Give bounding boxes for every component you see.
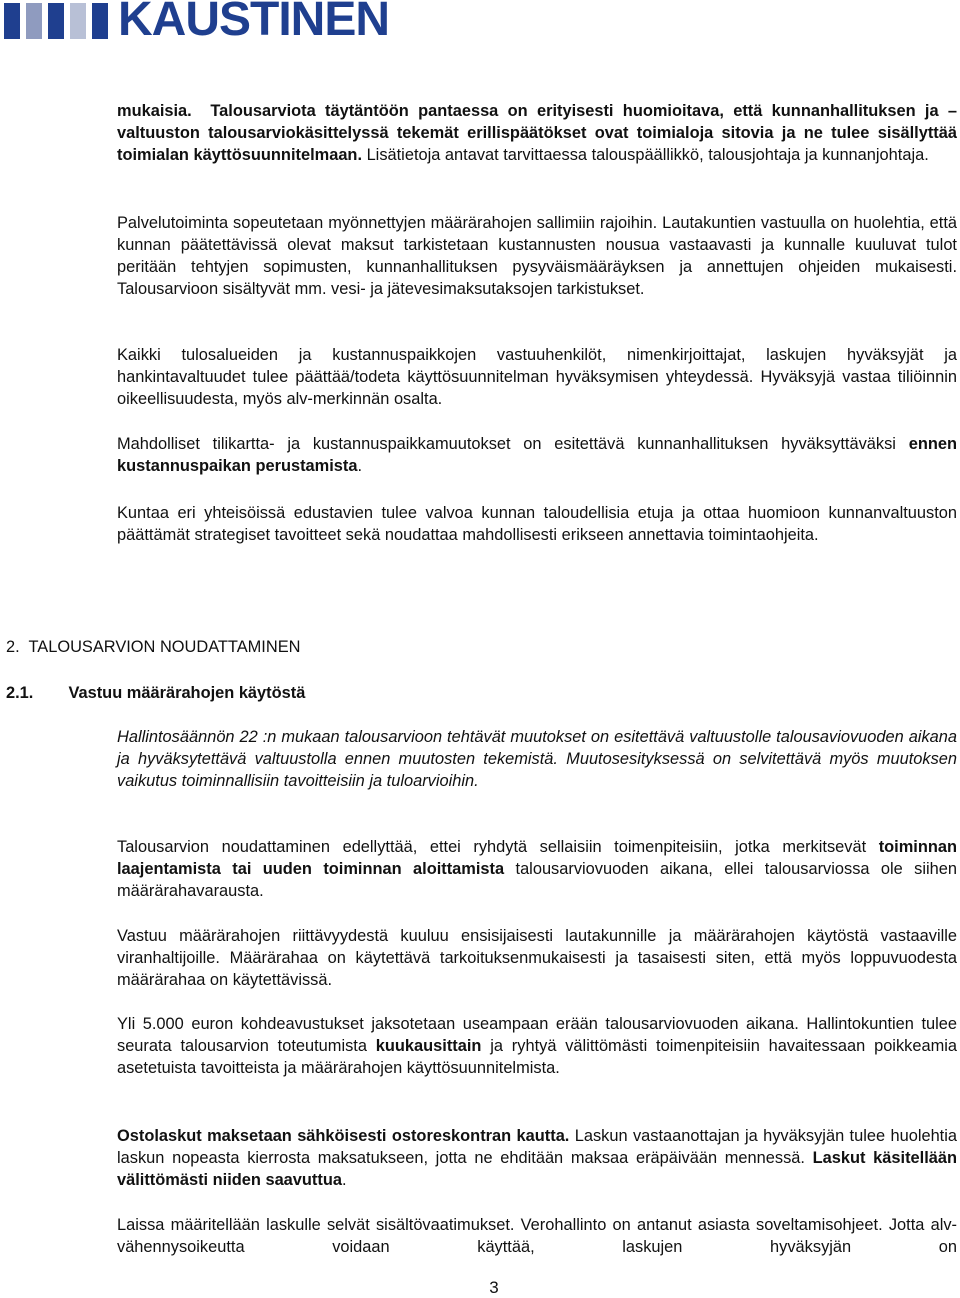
section-number: 2. (6, 638, 20, 656)
text: ja ryhtyä välittömästi toimenpiteisiin havaitessaan poikkeamia asetetuista tavoitteista ja määrärahojen käyttösuunnitelmista. (117, 1037, 957, 1077)
text: Laskun vastaanottajan ja hyväksyjän tulee huolehtia laskun nopeasta kierrosta maksatukseen, jotta ne ehditään maksaa eräpäivään mennessä. (117, 1127, 957, 1167)
paragraph-invoice-requirements (117, 1214, 957, 1258)
text: Palvelutoiminta sopeutetaan myönnettyjen määrärahojen sallimiin rajoihin. (117, 214, 658, 232)
paragraph-account-changes (117, 433, 957, 477)
paragraph-communities (117, 502, 957, 546)
text: Laissa määritellään laskulle selvät sisältövaatimukset. Verohallinto on antanut asiasta soveltamisohjeet. Jotta alv-vähennysoikeutta voidaan käyttää, laskujen hyväksyjän on (117, 1216, 957, 1256)
section-title: TALOUSARVION NOUDATTAMINEN (28, 638, 301, 656)
text: talousarviovuoden aikana, ellei talousarviossa ole siihen määrärahavarausta. (117, 860, 957, 900)
text: Lisätietoja antavat tarvittaessa talouspäällikkö, talousjohtaja ja kunnanjohtaja. (366, 146, 929, 164)
paragraph-budget-execution (117, 100, 957, 166)
text: Vastuu määrärahojen riittävyydestä kuuluu ensisijaisesti lautakunnille ja määrärahojen käytöstä vastaaville viranhaltijoille. Määrärahaa on käytettävä tarkoituksenmukaisesti ja tasaisesti siten, että myös loppuvuodesta määrärahaa on käytettävissä. (117, 927, 957, 989)
paragraph-service-activity (117, 212, 957, 300)
subsection-heading (6, 682, 305, 704)
logo-bar-1 (4, 3, 20, 39)
text-bold: ennen kustannuspaikan perustamista (117, 435, 957, 475)
section-heading (6, 636, 300, 658)
logo-bar-3 (48, 3, 64, 39)
text-bold: toiminnan laajentamista tai uuden toiminnan aloittamista (117, 838, 957, 878)
text-bold: Ostolaskut maksetaan sähköisesti ostoreskontran kautta. (117, 1127, 570, 1145)
paragraph-responsible-persons (117, 344, 957, 410)
text: Kaikki tulosalueiden ja kustannuspaikkojen vastuuhenkilöt, nimenkirjoittajat, laskujen hyväksyjät ja hankintavaltuudet tulee päättää/todeta käyttösuunnitelman hyväksymisen yhteydessä. Hyväksyjä vastaa tiliöinnin oikeellisuudesta, myös alv-merkinnän osalta. (117, 346, 957, 408)
subsection-number: 2.1. (6, 684, 34, 702)
paragraph-budget-compliance (117, 836, 957, 902)
text-bold: kuukausittain (375, 1037, 482, 1055)
text: Yli 5.000 euron kohdeavustukset jaksotetaan useampaan erään talousarviovuoden aikana. Hallintokuntien tulee seurata talousarvion toteutumista (117, 1015, 957, 1055)
logo-bar-4 (70, 3, 86, 39)
paragraph-grants (117, 1013, 957, 1079)
text: . (341, 1171, 347, 1189)
page-number: 3 (489, 1278, 499, 1297)
text-italic: Hallintosäännön 22 :n mukaan talousarvioon tehtävät muutokset on esitettävä valtuustolle talousaviovuoden aikana ja hyväksytettävä valtuustolla ennen muutosten tekemistä. Muutosesityksessä on selvitettävä myös muutoksen vaikutus toiminnallisiin tavoitteisiin ja tuloarvioihin. (117, 728, 957, 790)
paragraph-appropriation-sufficiency (117, 925, 957, 991)
paragraph-administrative-rule (117, 726, 957, 792)
logo-wordmark: KAUSTINEN (118, 0, 390, 46)
paragraph-invoices (117, 1125, 957, 1191)
text: . (357, 457, 363, 475)
text: Talousarvion noudattaminen edellyttää, ettei ryhdytä sellaisiin toimenpiteisiin, jotka merkitsevät (117, 838, 867, 856)
text: Lautakuntien vastuulla on huolehtia, että kunnan päätettävissä olevat maksut tarkistetaan kustannusten nousua vastaavasti ja kunnalle kuuluvat tulot peritään tehtyjen sopimusten, kunnanhallituksen pysyväismääräyksen ja annettujen ohjeiden mukaisesti. Talousarvioon sisältyvät mm. vesi- ja jätevesimaksutaksojen tarkistukset. (117, 214, 957, 298)
text-bold: Talousarviota täytäntöön pantaessa on erityisesti huomioitava, että kunnanhallituksen ja –valtuuston talousarviokäsittelyssä tekemät erillispäätökset ovat toimialoja sitovia ja ne tulee sisällyttää toimialan käyttösuunnitelmaan. (117, 102, 958, 164)
text: Mahdolliset tilikartta- ja kustannuspaikkamuutokset on esitettävä kunnanhallituksen hyväksyttäväksi (117, 435, 896, 453)
text: Kuntaa eri yhteisöissä edustavien tulee valvoa kunnan taloudellisia etuja ja ottaa huomioon kunnanvaltuuston päättämät strategiset tavoitteet sekä noudattaa mahdollisesti erikseen annettavia toimintaohjeita. (117, 504, 957, 544)
logo-bar-5 (92, 3, 108, 39)
text-bold: Laskut käsitellään välittömästi niiden saavuttua (117, 1149, 957, 1189)
kaustinen-logo (0, 0, 420, 44)
subsection-title: Vastuu määrärahojen käytöstä (68, 684, 306, 702)
logo-bar-2 (26, 3, 42, 39)
text-bold: mukaisia. (117, 102, 192, 120)
